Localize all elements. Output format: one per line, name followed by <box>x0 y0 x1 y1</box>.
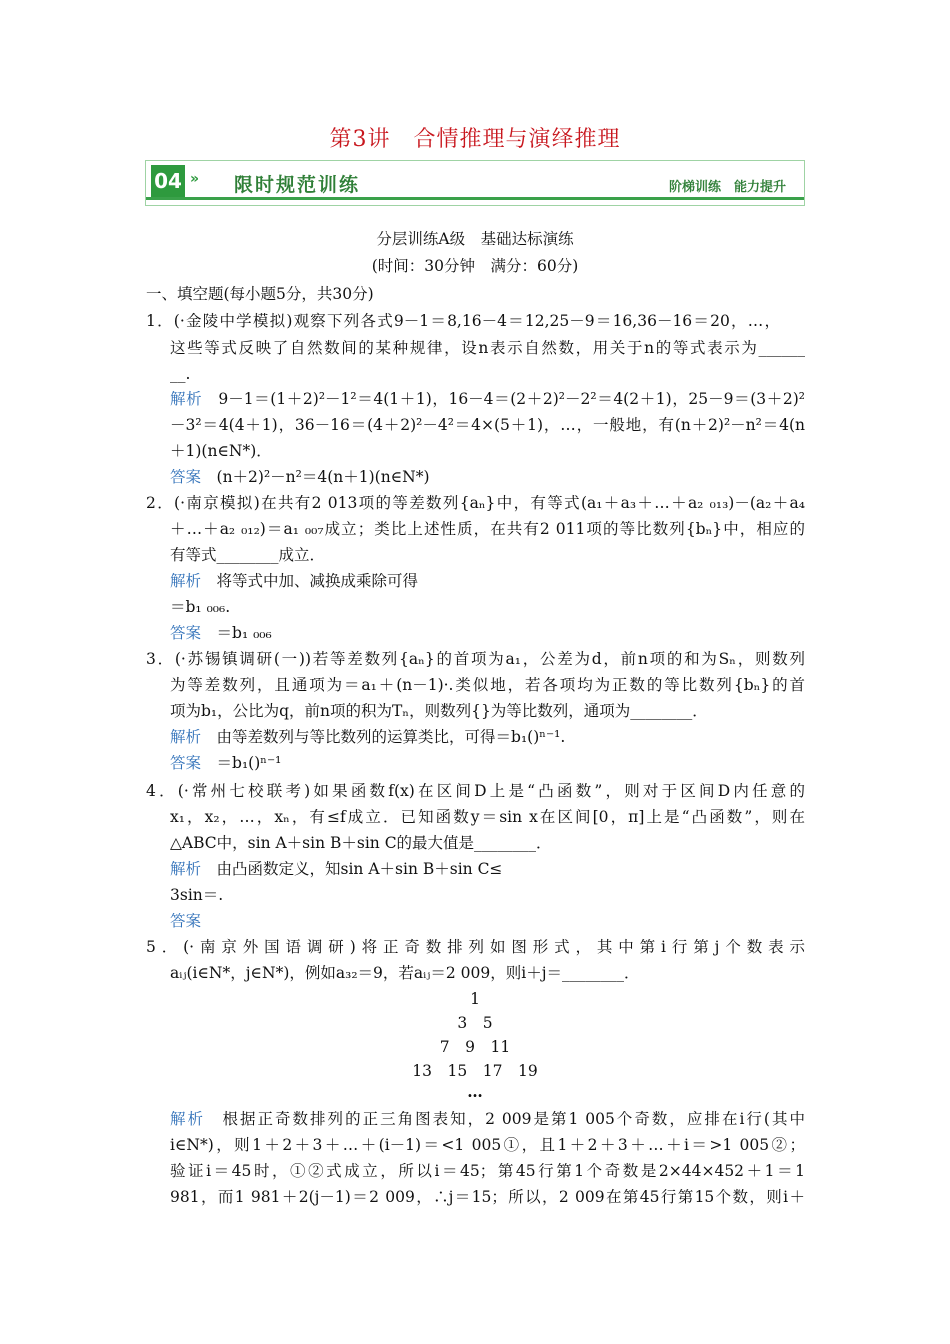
analysis-label: 解析 <box>170 728 202 746</box>
q1-line-3: __. <box>170 365 191 383</box>
q1-line-2: 这些等式反映了自然数间的某种规律，设n表示自然数，用关于n的等式表示为______ <box>170 339 805 357</box>
q3-line-2: 为等差数列，且通项为＝a₁＋(n－1)·.类似地，若各项均为正数的等比数列{bₙ}的首 <box>170 676 805 694</box>
q5-analysis-1: 解析 根据正奇数排列的正三角图表知，2 009是第1 005个奇数，应排在i行(其中 <box>170 1110 805 1128</box>
q2-analysis-1: 解析 将等式中加、减换成乘除可得 <box>170 572 419 590</box>
q1-analysis-3: ＋1)(n∈N*)． <box>170 442 272 460</box>
analysis-label: 解析 <box>170 860 202 878</box>
q5-line-2: aᵢⱼ(i∈N*，j∈N*)，例如a₃₂＝9，若aᵢⱼ＝2 009，则i＋j＝________． <box>170 964 640 982</box>
banner-arrows: » <box>190 171 200 187</box>
triangle-row-3: 7 9 11 <box>439 1038 511 1056</box>
section-heading: 一、填空题(每小题5分，共30分) <box>146 285 374 303</box>
q5-line-1: 5．(·南京外国语调研)将正奇数排列如图形式，其中第i行第j个数表示 <box>146 938 805 956</box>
answer-label: 答案 <box>170 468 202 486</box>
triangle-row-4: 13 15 17 19 <box>412 1062 538 1080</box>
analysis-label: 解析 <box>170 1110 206 1128</box>
q1-analysis-2: －3²＝4(4＋1)，36－16＝(4＋2)²－4²＝4×(5＋1)，…，一般地，有(n＋2)²－n²＝4(n <box>170 416 805 434</box>
q2-line-1: 2．(·南京模拟)在共有2 013项的等差数列{aₙ}中，有等式(a₁＋a₃＋…＋a₂ ₀₁₃)－(a₂＋a₄ <box>146 494 805 512</box>
page-title: 第3讲 合情推理与演绎推理 <box>329 127 621 152</box>
q5-analysis-3: 验证i＝45时，①②式成立，所以i＝45；第45行第1个奇数是2×44×452＋1＝1 <box>170 1162 805 1180</box>
q4-line-2: x₁，x₂，…，xₙ，有≤f成立．已知函数y＝sin x在区间[0，π]上是“凸函数”，则在 <box>170 808 805 826</box>
q4-analysis-1: 解析 由凸函数定义，知sin A＋sin B＋sin C≤ <box>170 860 503 878</box>
q3-line-1: 3．(·苏锡镇调研(一))若等差数列{aₙ}的首项为a₁，公差为d，前n项的和为Sₙ，则数列 <box>146 650 805 668</box>
section-banner <box>145 160 805 206</box>
triangle-row-2: 3 5 <box>457 1014 493 1032</box>
q3-line-3: 项为b₁，公比为q，前n项的积为Tₙ，则数列{}为等比数列，通项为________． <box>170 702 708 720</box>
banner-stripe <box>146 197 804 200</box>
answer-label: 答案 <box>170 624 202 642</box>
banner-slogan: 阶梯训练 能力提升 <box>668 180 786 195</box>
q4-line-1: 4．(·常州七校联考)如果函数f(x)在区间D上是“凸函数”，则对于区间D内任意的 <box>146 782 805 800</box>
q2-line-2: ＋…＋a₂ ₀₁₂)＝a₁ ₀₀₇成立；类比上述性质，在共有2 011项的等比数列{bₙ}中，相应的 <box>170 520 805 538</box>
answer-label: 答案 <box>170 912 202 930</box>
q3-analysis-1: 解析 由等差数列与等比数列的运算类比，可得＝b₁()ⁿ⁻¹. <box>170 728 566 746</box>
banner-number: 04 <box>151 165 185 197</box>
banner-title: 限时规范训练 <box>234 174 361 196</box>
q4-line-3: △ABC中，sin A＋sin B＋sin C的最大值是________． <box>170 834 552 852</box>
q3-answer: 答案 ＝b₁()ⁿ⁻¹ <box>170 754 282 772</box>
q1-answer: 答案 (n＋2)²－n²＝4(n＋1)(n∈N*) <box>170 468 430 486</box>
q1-analysis-1: 解析 9－1＝(1＋2)²－1²＝4(1＋1)，16－4＝(2＋2)²－2²＝4(2＋1)，25－9＝(3＋2)² <box>170 390 805 408</box>
analysis-label: 解析 <box>170 572 202 590</box>
answer-label: 答案 <box>170 754 202 772</box>
triangle-row-ellipsis: … <box>467 1082 483 1101</box>
q2-line-3: 有等式________成立． <box>170 546 326 564</box>
analysis-label: 解析 <box>170 390 203 408</box>
q4-answer <box>170 911 201 931</box>
q1-line-1: 1．(·金陵中学模拟)观察下列各式9－1＝8,16－4＝12,25－9＝16,36－16＝20，…， <box>146 312 780 330</box>
triangle-row-1: 1 <box>470 990 480 1008</box>
level-subtitle: 分层训练A级 基础达标演练 <box>376 230 574 248</box>
q5-analysis-2: i∈N*)，则1＋2＋3＋…＋(i－1)＝<1 005①，且1＋2＋3＋…＋i＝>1 005②； <box>170 1136 805 1154</box>
time-info: (时间：30分钟 满分：60分) <box>371 257 579 275</box>
q4-analysis-2: 3sin＝. <box>170 886 224 904</box>
q2-answer: 答案 ＝b₁ ₀₀₆ <box>170 624 272 642</box>
q5-analysis-4: 981，而1 981＋2(j－1)＝2 009，∴j＝15；所以，2 009在第45行第15个数，则i＋ <box>170 1188 805 1206</box>
q2-analysis-2: ＝b₁ ₀₀₆. <box>170 598 231 616</box>
